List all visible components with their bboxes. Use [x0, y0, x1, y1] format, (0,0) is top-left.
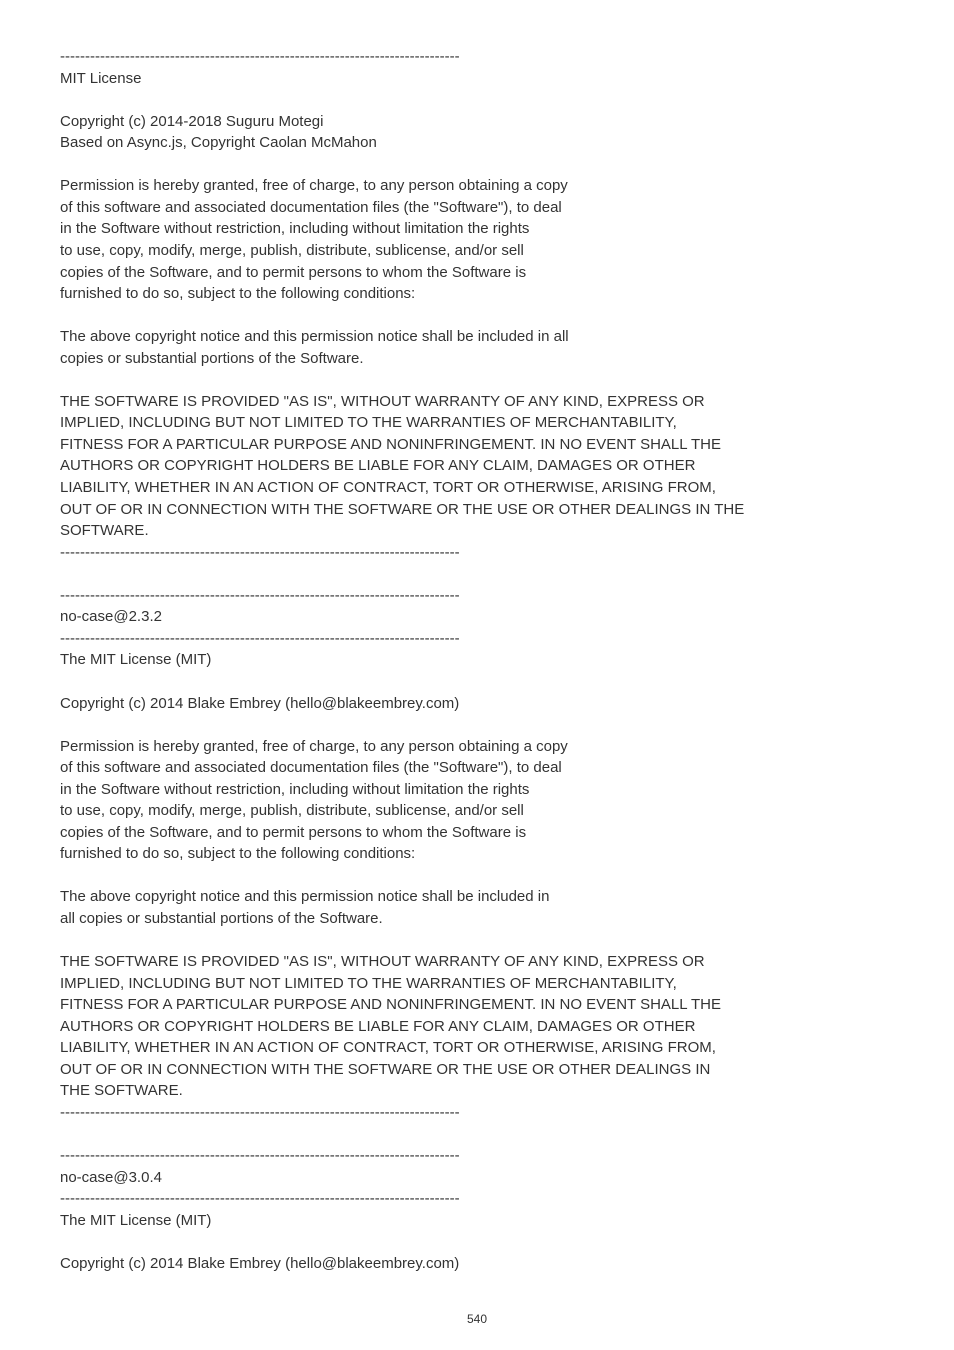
- text-line: to use, copy, modify, merge, publish, distribute, sublicense, and/or sell: [60, 802, 524, 820]
- text-line: FITNESS FOR A PARTICULAR PURPOSE AND NONINFRINGEMENT. IN NO EVENT SHALL THE: [60, 435, 721, 453]
- separator-line: --------------------------------------------------------------------------------: [60, 543, 460, 561]
- separator-line: --------------------------------------------------------------------------------: [60, 629, 460, 647]
- text-line: FITNESS FOR A PARTICULAR PURPOSE AND NONINFRINGEMENT. IN NO EVENT SHALL THE: [60, 996, 721, 1014]
- text-line: Permission is hereby granted, free of charge, to any person obtaining a copy: [60, 737, 568, 755]
- text-line: no-case@2.3.2: [60, 608, 162, 626]
- text-line: copies of the Software, and to permit persons to whom the Software is: [60, 263, 527, 281]
- text-line: The above copyright notice and this permission notice shall be included in all: [60, 328, 569, 346]
- text-line: The MIT License (MIT): [60, 1211, 212, 1229]
- text-line: to use, copy, modify, merge, publish, distribute, sublicense, and/or sell: [60, 241, 524, 259]
- text-line: THE SOFTWARE IS PROVIDED "AS IS", WITHOUT WARRANTY OF ANY KIND, EXPRESS OR: [60, 392, 705, 410]
- text-line: Copyright (c) 2014 Blake Embrey (hello@blakeembrey.com): [60, 1254, 460, 1272]
- text-line: copies of the Software, and to permit persons to whom the Software is: [60, 823, 527, 841]
- text-line: no-case@3.0.4: [60, 1168, 162, 1186]
- text-line: AUTHORS OR COPYRIGHT HOLDERS BE LIABLE FOR ANY CLAIM, DAMAGES OR OTHER: [60, 1017, 696, 1035]
- separator-line: --------------------------------------------------------------------------------: [60, 1190, 460, 1208]
- text-line: all copies or substantial portions of the Software.: [60, 910, 383, 927]
- text-line: MIT License: [60, 69, 142, 87]
- text-line: The above copyright notice and this permission notice shall be included in: [60, 888, 550, 906]
- text-line: OUT OF OR IN CONNECTION WITH THE SOFTWARE OR THE USE OR OTHER DEALINGS IN THE: [60, 500, 745, 518]
- text-line: THE SOFTWARE IS PROVIDED "AS IS", WITHOUT WARRANTY OF ANY KIND, EXPRESS OR: [60, 953, 705, 971]
- text-line: Permission is hereby granted, free of charge, to any person obtaining a copy: [60, 177, 568, 195]
- text-line: copies or substantial portions of the Software.: [60, 349, 364, 367]
- text-line: IMPLIED, INCLUDING BUT NOT LIMITED TO THE WARRANTIES OF MERCHANTABILITY,: [60, 974, 677, 992]
- text-line: THE SOFTWARE.: [60, 1082, 183, 1100]
- separator-line: --------------------------------------------------------------------------------: [60, 1103, 460, 1121]
- text-line: of this software and associated documentation files (the "Software"), to deal: [60, 759, 562, 777]
- text-line: in the Software without restriction, including without limitation the rights: [60, 780, 530, 798]
- text-line: Based on Async.js, Copyright Caolan McMahon: [60, 134, 377, 152]
- text-line: of this software and associated documentation files (the "Software"), to deal: [60, 198, 562, 216]
- text-line: LIABILITY, WHETHER IN AN ACTION OF CONTRACT, TORT OR OTHERWISE, ARISING FROM,: [60, 1039, 716, 1057]
- text-line: Copyright (c) 2014 Blake Embrey (hello@blakeembrey.com): [60, 694, 460, 712]
- text-line: SOFTWARE.: [60, 522, 149, 540]
- text-line: furnished to do so, subject to the following conditions:: [60, 285, 416, 303]
- text-line: OUT OF OR IN CONNECTION WITH THE SOFTWARE OR THE USE OR OTHER DEALINGS IN: [60, 1060, 711, 1078]
- text-line: LIABILITY, WHETHER IN AN ACTION OF CONTRACT, TORT OR OTHERWISE, ARISING FROM,: [60, 479, 716, 496]
- text-line: IMPLIED, INCLUDING BUT NOT LIMITED TO THE WARRANTIES OF MERCHANTABILITY,: [60, 414, 677, 432]
- separator-line: --------------------------------------------------------------------------------: [60, 586, 460, 604]
- text-line: furnished to do so, subject to the following conditions:: [60, 845, 416, 863]
- separator-line: --------------------------------------------------------------------------------: [60, 48, 460, 65]
- separator-line: --------------------------------------------------------------------------------: [60, 1147, 460, 1165]
- text-line: in the Software without restriction, including without limitation the rights: [60, 220, 530, 238]
- text-line: AUTHORS OR COPYRIGHT HOLDERS BE LIABLE FOR ANY CLAIM, DAMAGES OR OTHER: [60, 457, 696, 475]
- text-line: Copyright (c) 2014-2018 Suguru Motegi: [60, 112, 324, 130]
- text-line: The MIT License (MIT): [60, 651, 212, 669]
- page-number: 540: [466, 1312, 488, 1326]
